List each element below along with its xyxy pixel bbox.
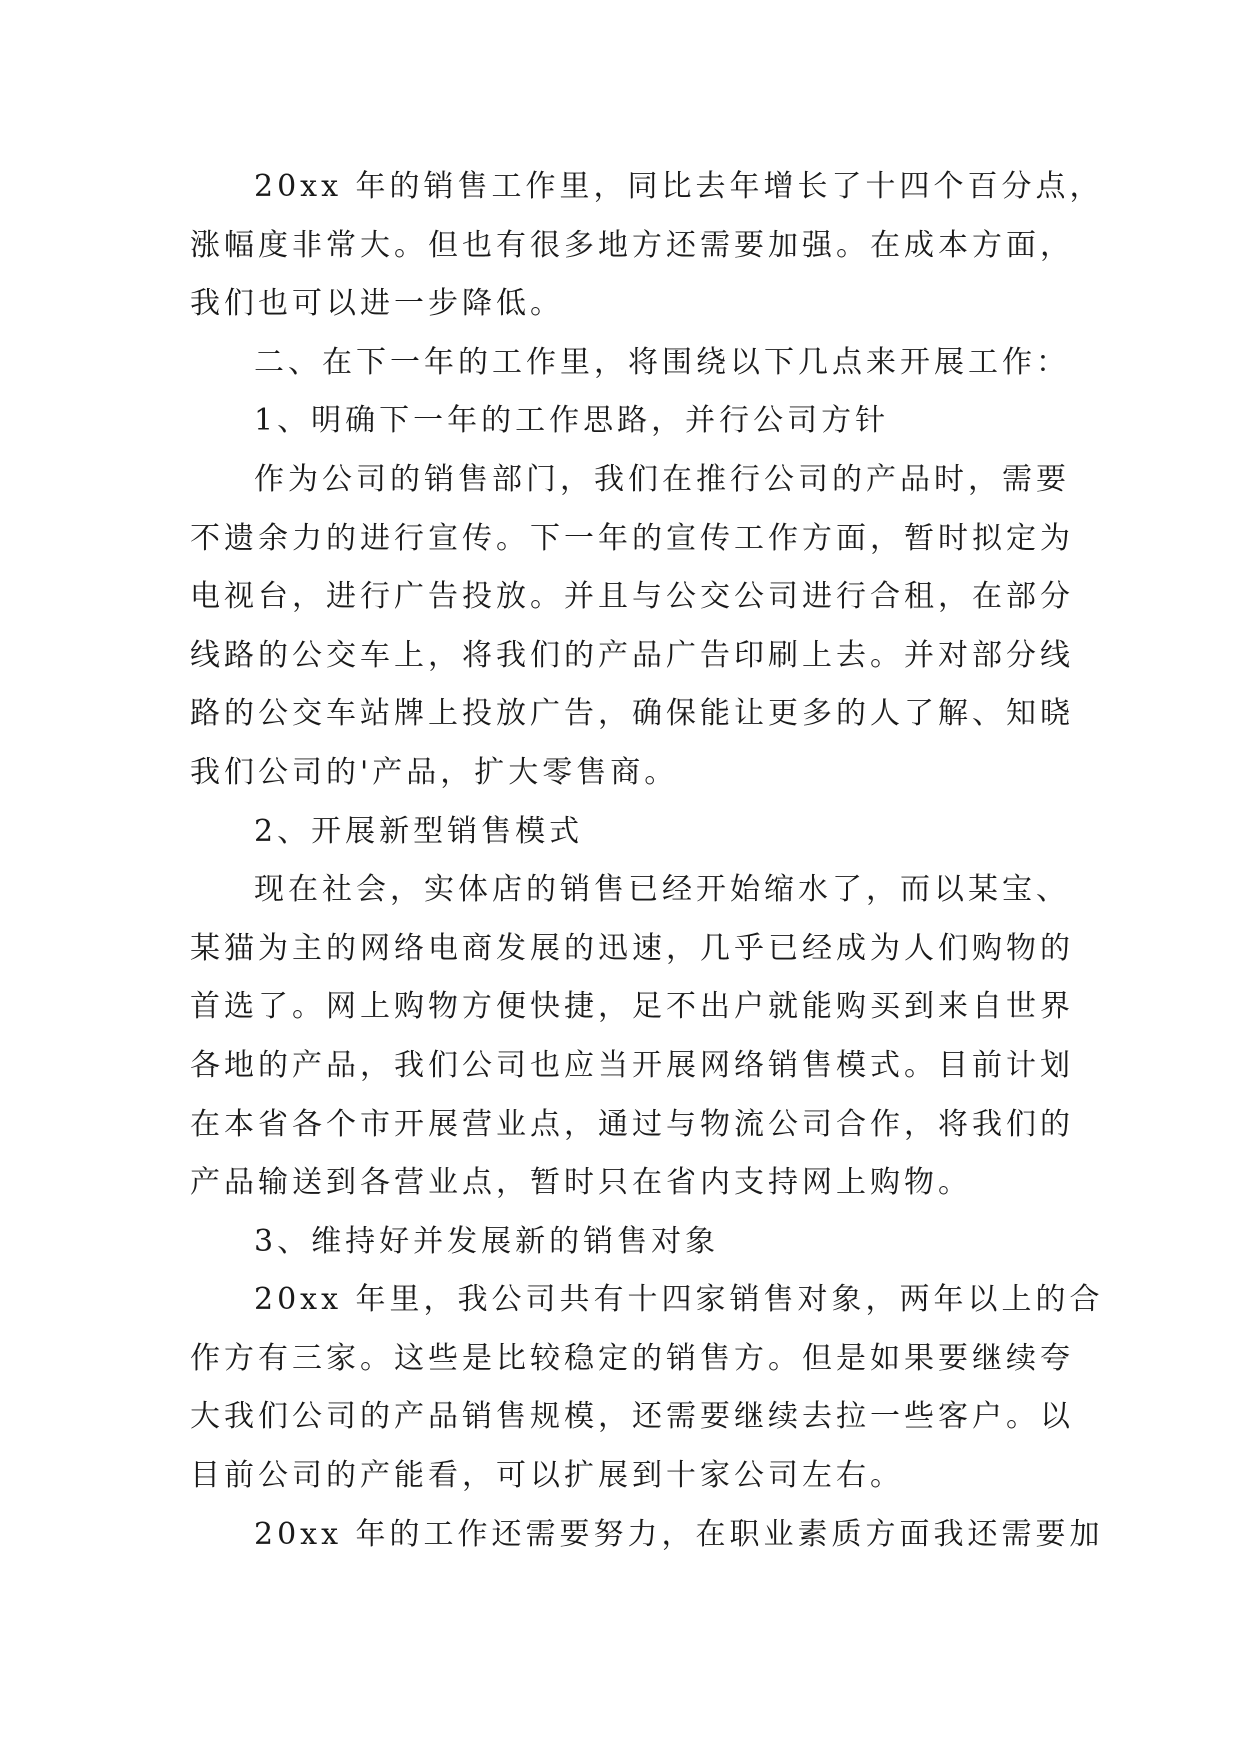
subsection-heading: 2、开展新型销售模式 bbox=[254, 813, 584, 849]
document-body bbox=[190, 158, 1104, 1564]
text-line: 涨幅度非常大。但也有很多地方还需要加强。在成本方面， bbox=[190, 227, 1074, 263]
text-line: 目前公司的产能看，可以扩展到十家公司左右。 bbox=[190, 1458, 904, 1494]
text-line: 作方有三家。这些是比较稳定的销售方。但是如果要继续夸 bbox=[190, 1340, 1074, 1376]
text-line: 20xx 年的工作还需要努力，在职业素质方面我还需要加 bbox=[254, 1516, 1104, 1552]
text-line: 我们也可以进一步降低。 bbox=[190, 286, 564, 322]
text-line: 现在社会，实体店的销售已经开始缩水了，而以某宝、 bbox=[254, 872, 1070, 908]
subsection-heading: 1、明确下一年的工作思路，并行公司方针 bbox=[254, 403, 890, 439]
section-heading: 二、在下一年的工作里，将围绕以下几点来开展工作： bbox=[254, 344, 1070, 380]
subsection-heading: 3、维持好并发展新的销售对象 bbox=[254, 1223, 720, 1259]
text-line: 首选了。网上购物方便快捷，足不出户就能购买到来自世界 bbox=[190, 989, 1074, 1025]
text-line: 大我们公司的产品销售规模，还需要继续去拉一些客户。以 bbox=[190, 1399, 1074, 1435]
text-line: 作为公司的销售部门，我们在推行公司的产品时，需要 bbox=[254, 461, 1070, 497]
text-line: 各地的产品，我们公司也应当开展网络销售模式。目前计划 bbox=[190, 1047, 1074, 1083]
text-line: 产品输送到各营业点，暂时只在省内支持网上购物。 bbox=[190, 1165, 972, 1201]
text-line: 电视台，进行广告投放。并且与公交公司进行合租，在部分 bbox=[190, 579, 1074, 615]
text-line: 不遗余力的进行宣传。下一年的宣传工作方面，暂时拟定为 bbox=[190, 520, 1074, 556]
text-line: 某猫为主的网络电商发展的迅速，几乎已经成为人们购物的 bbox=[190, 930, 1074, 966]
text-line: 我们公司的'产品，扩大零售商。 bbox=[190, 754, 679, 790]
text-line: 在本省各个市开展营业点，通过与物流公司合作，将我们的 bbox=[190, 1106, 1074, 1142]
text-line: 20xx 年里，我公司共有十四家销售对象，两年以上的合 bbox=[254, 1282, 1104, 1318]
text-line: 线路的公交车上，将我们的产品广告印刷上去。并对部分线 bbox=[190, 637, 1074, 673]
text-line: 20xx 年的销售工作里，同比去年增长了十四个百分点， bbox=[254, 169, 1104, 204]
text-line: 路的公交车站牌上投放广告，确保能让更多的人了解、知晓 bbox=[190, 696, 1074, 732]
